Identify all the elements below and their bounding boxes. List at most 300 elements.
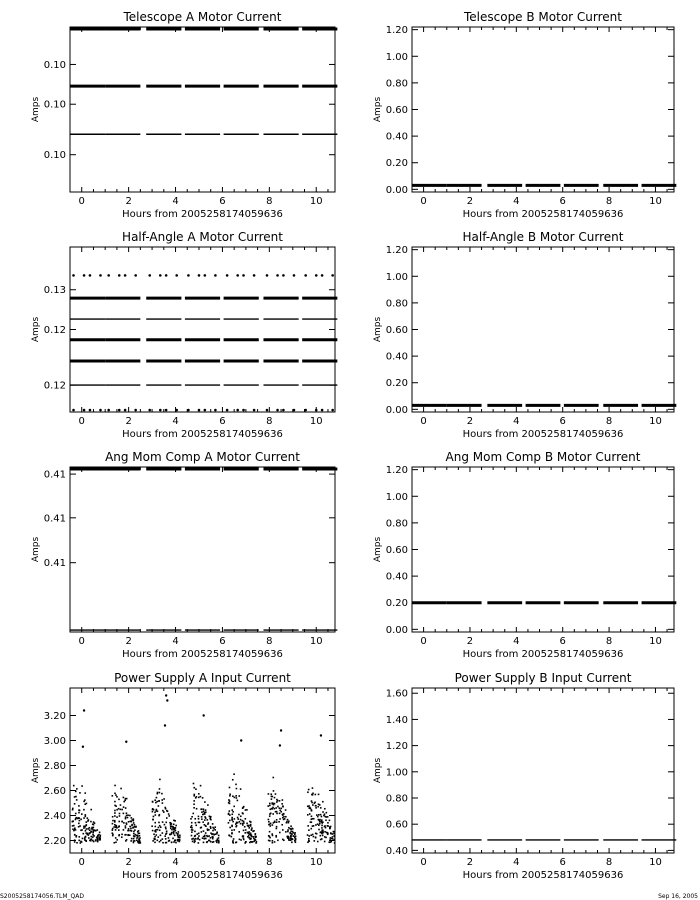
plot-frame (70, 467, 335, 632)
data-point (201, 831, 203, 833)
data-point (279, 800, 281, 802)
data-point (202, 814, 204, 816)
data-point (175, 409, 178, 412)
data-point (276, 819, 278, 821)
x-tick-label: 4 (172, 196, 179, 207)
data-point (118, 834, 120, 836)
data-point (123, 822, 125, 824)
data-point (124, 409, 127, 412)
data-point (114, 842, 116, 844)
data-point (80, 818, 82, 820)
data-point (282, 806, 284, 808)
data-point (83, 709, 85, 711)
data-point (89, 829, 91, 831)
data-point (125, 816, 127, 818)
data-point (304, 409, 307, 412)
data-point (254, 833, 256, 835)
data-point (212, 836, 214, 838)
data-point (84, 792, 86, 794)
data-point (328, 841, 330, 843)
data-point (78, 805, 80, 807)
data-point (276, 274, 279, 277)
y-tick-label: 1.20 (385, 465, 408, 477)
data-point (85, 832, 87, 834)
data-point (233, 829, 235, 831)
data-point (218, 835, 220, 837)
data-point (130, 830, 132, 832)
data-point (239, 821, 241, 823)
x-tick-label: 2 (125, 416, 132, 427)
data-point (126, 812, 128, 814)
data-point (99, 274, 102, 277)
data-point (275, 793, 277, 795)
data-point (154, 812, 156, 814)
data-point (158, 805, 160, 807)
chart-panel (31, 230, 337, 440)
data-point (154, 836, 156, 838)
data-point (157, 836, 159, 838)
data-point (270, 793, 272, 795)
data-point (307, 825, 309, 827)
data-point (203, 842, 205, 844)
data-point (120, 809, 122, 811)
data-point (198, 797, 200, 799)
x-axis-label: Hours from 2005258174059636 (122, 649, 283, 660)
data-point (114, 801, 116, 803)
data-point (174, 835, 176, 837)
data-point (214, 274, 217, 277)
data-point (163, 798, 165, 800)
data-point (308, 838, 310, 840)
data-point (205, 809, 207, 811)
data-point (331, 274, 334, 277)
data-point (234, 797, 236, 799)
data-point (133, 833, 135, 835)
data-point (128, 828, 130, 830)
data-point (195, 838, 197, 840)
data-point (78, 812, 80, 814)
data-point (112, 795, 114, 797)
data-point (177, 840, 179, 842)
y-tick-label: 1.00 (385, 51, 408, 63)
data-point (197, 837, 199, 839)
data-point (242, 835, 244, 837)
data-point (175, 825, 177, 827)
data-point (207, 828, 209, 830)
data-point (291, 838, 293, 840)
data-point (240, 739, 242, 741)
data-point (125, 827, 127, 829)
data-point (132, 827, 134, 829)
data-point (251, 829, 253, 831)
data-point (162, 832, 164, 834)
data-point (329, 820, 331, 822)
y-tick-label: 2.60 (43, 786, 66, 797)
data-point (115, 829, 117, 831)
data-point (130, 828, 132, 830)
data-point (93, 830, 95, 832)
data-point (269, 815, 271, 817)
data-point (285, 809, 287, 811)
data-point (245, 841, 247, 843)
data-point (157, 792, 159, 794)
y-tick-label: 0.40 (385, 351, 408, 363)
data-point (165, 274, 168, 277)
data-point (240, 823, 242, 825)
data-point (114, 815, 116, 817)
y-tick-label: 3.20 (43, 711, 66, 722)
data-point (333, 833, 335, 835)
data-point (88, 819, 90, 821)
data-point (318, 803, 320, 805)
data-point (290, 833, 292, 835)
data-point (171, 829, 173, 831)
data-point (229, 810, 231, 812)
data-point (322, 835, 324, 837)
data-point (293, 274, 296, 277)
data-point (134, 826, 136, 828)
x-tick-label: 8 (605, 857, 613, 868)
data-point (133, 838, 135, 840)
data-point (158, 800, 160, 802)
data-point (90, 821, 92, 823)
data-point (78, 817, 80, 819)
data-point (232, 821, 234, 823)
data-point (290, 828, 292, 830)
data-point (231, 829, 233, 831)
data-point (127, 834, 129, 836)
data-point (315, 274, 318, 277)
data-point (282, 274, 285, 277)
data-point (133, 840, 135, 842)
x-tick-label: 0 (420, 196, 427, 207)
y-tick-label: 0.80 (385, 298, 408, 310)
data-point (204, 824, 206, 826)
y-axis-label: Amps (31, 316, 41, 343)
data-point (269, 836, 271, 838)
data-point (125, 818, 127, 820)
report-date: Sep 16, 2005 (658, 893, 698, 900)
x-tick-label: 8 (605, 416, 613, 427)
data-point (81, 813, 83, 815)
y-tick-label: 0.41 (43, 558, 66, 570)
data-point (162, 821, 164, 823)
data-point (162, 810, 164, 812)
data-point (325, 827, 327, 829)
data-point (233, 806, 235, 808)
data-point (308, 835, 310, 837)
data-point (162, 838, 164, 840)
data-point (319, 823, 321, 825)
data-point (137, 834, 139, 836)
data-point (325, 819, 327, 821)
data-point (313, 818, 315, 820)
data-point (170, 824, 172, 826)
data-point (164, 724, 166, 726)
data-point (267, 805, 269, 807)
data-point (123, 797, 125, 799)
data-point (320, 839, 322, 841)
data-point (123, 813, 125, 815)
data-point (133, 822, 135, 824)
x-tick-label: 2 (466, 857, 474, 868)
data-point (91, 838, 93, 840)
y-tick-label: 3.00 (43, 736, 66, 747)
data-point (97, 838, 99, 840)
y-tick-label: 1.00 (385, 767, 408, 779)
data-point (295, 841, 297, 843)
data-point (287, 819, 289, 821)
data-point (272, 842, 274, 844)
data-point (165, 842, 167, 844)
x-axis-label: Hours from 2005258174059636 (462, 649, 624, 660)
x-tick-label: 6 (559, 416, 566, 427)
data-point (90, 836, 92, 838)
data-point (226, 274, 229, 277)
data-point (321, 821, 323, 823)
data-point (314, 801, 316, 803)
data-point (243, 822, 245, 824)
data-point (204, 409, 207, 412)
data-point (152, 830, 154, 832)
data-point (329, 839, 331, 841)
data-point (276, 828, 278, 830)
data-point (131, 824, 133, 826)
data-point (118, 821, 120, 823)
data-point (276, 811, 278, 813)
data-point (80, 829, 82, 831)
data-point (322, 832, 324, 834)
data-point (243, 821, 245, 823)
data-point (327, 833, 329, 835)
data-point (240, 815, 242, 817)
data-point (116, 796, 118, 798)
data-point (199, 839, 201, 841)
data-point (321, 274, 324, 277)
data-point (254, 836, 256, 838)
data-point (310, 834, 312, 836)
data-point (274, 797, 276, 799)
data-point (89, 274, 92, 277)
data-point (73, 785, 75, 787)
data-point (139, 837, 141, 839)
data-point (154, 842, 156, 844)
data-point (75, 796, 77, 798)
data-point (133, 831, 135, 833)
data-point (157, 810, 159, 812)
data-point (252, 836, 254, 838)
data-point (93, 841, 95, 843)
chart-panel (31, 671, 335, 881)
data-point (204, 274, 207, 277)
data-point (237, 817, 239, 819)
data-point (231, 832, 233, 834)
data-point (242, 409, 245, 412)
data-point (116, 839, 118, 841)
data-point (175, 842, 177, 844)
x-tick-label: 4 (513, 196, 520, 207)
data-point (85, 821, 87, 823)
data-point (205, 832, 207, 834)
data-point (76, 835, 78, 837)
data-point (203, 813, 205, 815)
y-tick-label: 1.40 (385, 714, 408, 726)
data-point (75, 813, 77, 815)
chart-title: Telescope A Motor Current (123, 10, 282, 24)
data-point (115, 825, 117, 827)
data-point (318, 814, 320, 816)
data-point (213, 834, 215, 836)
data-point (115, 841, 117, 843)
data-point (155, 834, 157, 836)
data-point (253, 409, 256, 412)
data-point (198, 274, 201, 277)
data-point (290, 830, 292, 832)
data-point (114, 820, 116, 822)
data-point (249, 838, 251, 840)
data-point (156, 801, 158, 803)
data-point (193, 794, 195, 796)
data-point (231, 836, 233, 838)
data-point (202, 797, 204, 799)
data-point (154, 822, 156, 824)
y-tick-label: 2.20 (43, 836, 66, 847)
data-point (114, 793, 116, 795)
data-point (173, 841, 175, 843)
data-point (78, 823, 80, 825)
data-point (198, 842, 200, 844)
data-point (201, 818, 203, 820)
data-point (325, 816, 327, 818)
data-point (119, 813, 121, 815)
y-tick-label: 0.12 (43, 325, 66, 336)
data-point (192, 813, 194, 815)
data-point (86, 803, 88, 805)
data-point (83, 274, 86, 277)
data-point (73, 825, 75, 827)
data-point (156, 840, 158, 842)
data-point (311, 810, 313, 812)
data-point (205, 811, 207, 813)
data-point (330, 832, 332, 834)
data-point (231, 817, 233, 819)
x-tick-label: 0 (420, 416, 427, 427)
data-point (165, 409, 168, 412)
data-point (250, 835, 252, 837)
data-point (74, 841, 76, 843)
data-point (127, 817, 129, 819)
data-point (193, 800, 195, 802)
data-point (294, 832, 296, 834)
data-point (205, 838, 207, 840)
data-point (80, 842, 82, 844)
data-point (154, 799, 156, 801)
data-point (276, 821, 278, 823)
data-point (107, 409, 110, 412)
data-point (332, 833, 334, 835)
data-point (307, 814, 309, 816)
data-point (228, 822, 230, 824)
plot-frame (412, 247, 674, 412)
data-point (240, 819, 242, 821)
data-point (231, 809, 233, 811)
data-point (90, 809, 92, 811)
x-tick-label: 6 (219, 636, 226, 647)
data-point (118, 808, 120, 810)
data-point (212, 838, 214, 840)
data-point (318, 824, 320, 826)
data-point (310, 818, 312, 820)
data-point (243, 839, 245, 841)
data-point (268, 821, 270, 823)
data-point (334, 836, 336, 838)
data-point (311, 800, 313, 802)
data-point (245, 829, 247, 831)
data-point (208, 835, 210, 837)
data-point (173, 831, 175, 833)
x-tick-label: 4 (172, 857, 179, 868)
data-point (166, 810, 168, 812)
data-point (84, 838, 86, 840)
data-point (95, 839, 97, 841)
data-point (162, 802, 164, 804)
y-tick-label: 0.60 (385, 325, 408, 336)
data-point (273, 804, 275, 806)
data-point (231, 819, 233, 821)
data-point (203, 810, 205, 812)
y-tick-label: 1.00 (385, 271, 408, 283)
data-point (242, 274, 245, 277)
chart-title: Power Supply A Input Current (114, 671, 291, 685)
x-tick-label: 6 (219, 416, 226, 427)
data-point (228, 802, 230, 804)
data-point (112, 829, 114, 831)
data-point (89, 840, 91, 842)
data-point (115, 827, 117, 829)
y-axis-label: Amps (31, 757, 41, 784)
data-point (253, 841, 255, 843)
data-point (243, 837, 245, 839)
data-point (198, 833, 200, 835)
data-point (276, 801, 278, 803)
data-point (130, 821, 132, 823)
data-point (92, 836, 94, 838)
data-point (228, 813, 230, 815)
data-point (207, 819, 209, 821)
x-axis-label: Hours from 2005258174059636 (462, 870, 624, 881)
data-point (157, 829, 159, 831)
data-point (304, 274, 307, 277)
data-point (129, 826, 131, 828)
data-point (187, 409, 190, 412)
data-point (198, 816, 200, 818)
data-point (269, 831, 271, 833)
x-tick-label: 10 (309, 857, 323, 868)
y-tick-label: 0.13 (43, 285, 66, 297)
data-point (191, 816, 193, 818)
data-point (285, 831, 287, 833)
data-point (282, 814, 284, 816)
data-point (126, 798, 128, 800)
plot-frame (70, 247, 335, 412)
data-point (321, 816, 323, 818)
data-point (288, 821, 290, 823)
x-tick-label: 6 (219, 857, 226, 868)
data-point (139, 839, 141, 841)
data-point (161, 793, 163, 795)
data-point (272, 813, 274, 815)
data-point (152, 819, 154, 821)
